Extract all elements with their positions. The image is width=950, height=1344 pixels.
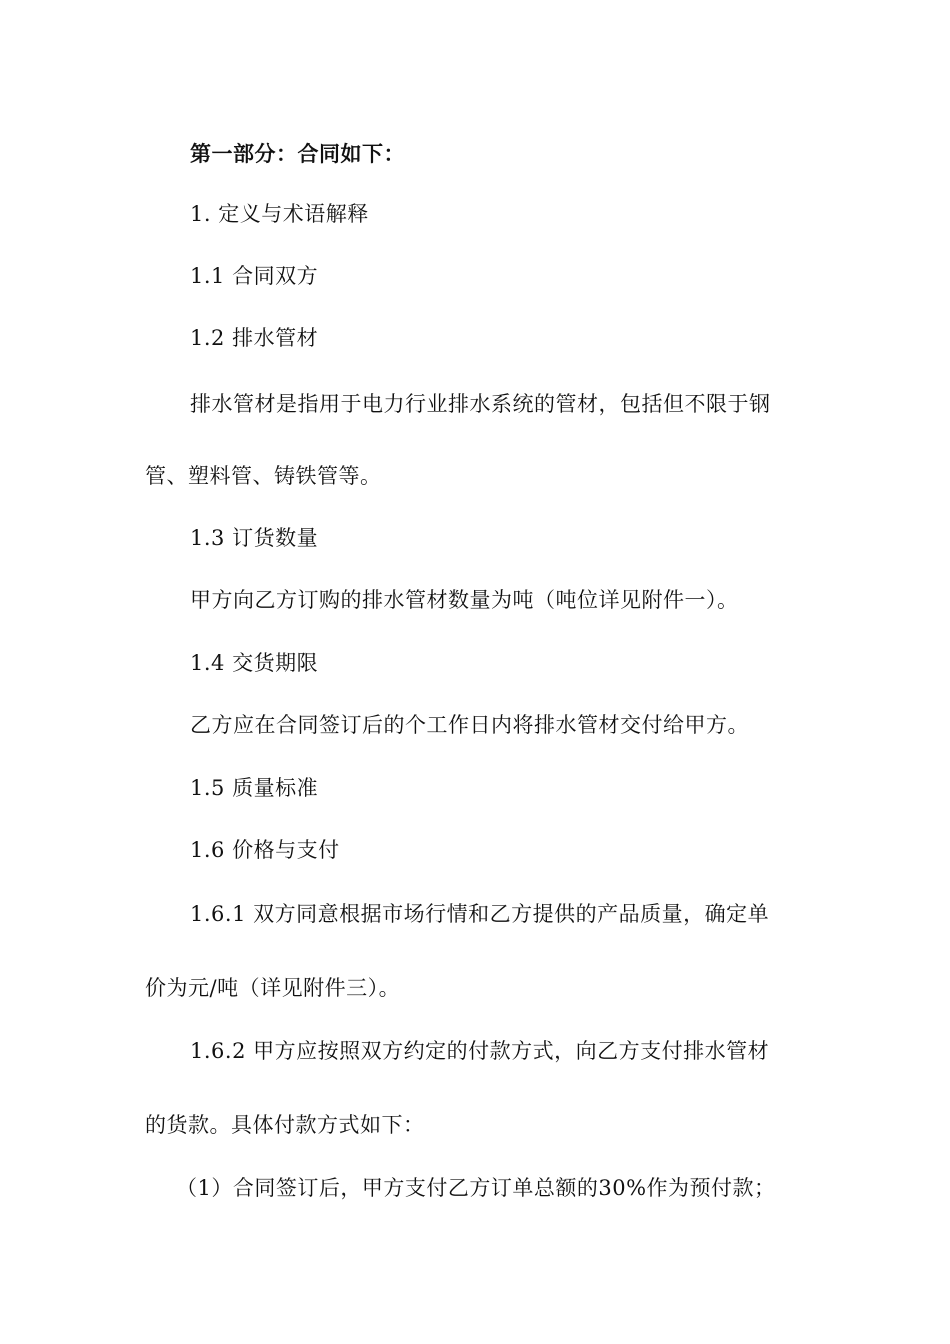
- paragraph-line: 乙方应在合同签订后的个工作日内将排水管材交付给甲方。: [190, 713, 749, 737]
- paragraph-line: 价为元/吨（详见附件三）。: [145, 976, 401, 1000]
- heading-price-payment: 1.6 价格与支付: [190, 838, 340, 862]
- heading-delivery-period: 1.4 交货期限: [190, 651, 319, 675]
- paragraph-line: 排水管材是指用于电力行业排水系统的管材，包括但不限于钢: [190, 392, 771, 416]
- paragraph-line: 管、塑料管、铸铁管等。: [145, 464, 382, 488]
- paragraph-line: 甲方向乙方订购的排水管材数量为吨（吨位详见附件一）。: [190, 588, 739, 612]
- heading-quality-standard: 1.5 质量标准: [190, 776, 319, 800]
- section-title: 第一部分：合同如下：: [190, 141, 405, 166]
- heading-order-quantity: 1.3 订货数量: [190, 526, 319, 550]
- paragraph-line: 1.6.2 甲方应按照双方约定的付款方式，向乙方支付排水管材: [190, 1039, 770, 1063]
- heading-definitions: 1. 定义与术语解释: [190, 202, 369, 226]
- heading-parties: 1.1 合同双方: [190, 264, 319, 288]
- paragraph-line: 1.6.1 双方同意根据市场行情和乙方提供的产品质量，确定单: [190, 902, 770, 926]
- list-item: （1）合同签订后，甲方支付乙方订单总额的30%作为预付款；: [176, 1176, 776, 1200]
- heading-drainage-pipes: 1.2 排水管材: [190, 326, 319, 350]
- paragraph-line: 的货款。具体付款方式如下：: [145, 1113, 425, 1137]
